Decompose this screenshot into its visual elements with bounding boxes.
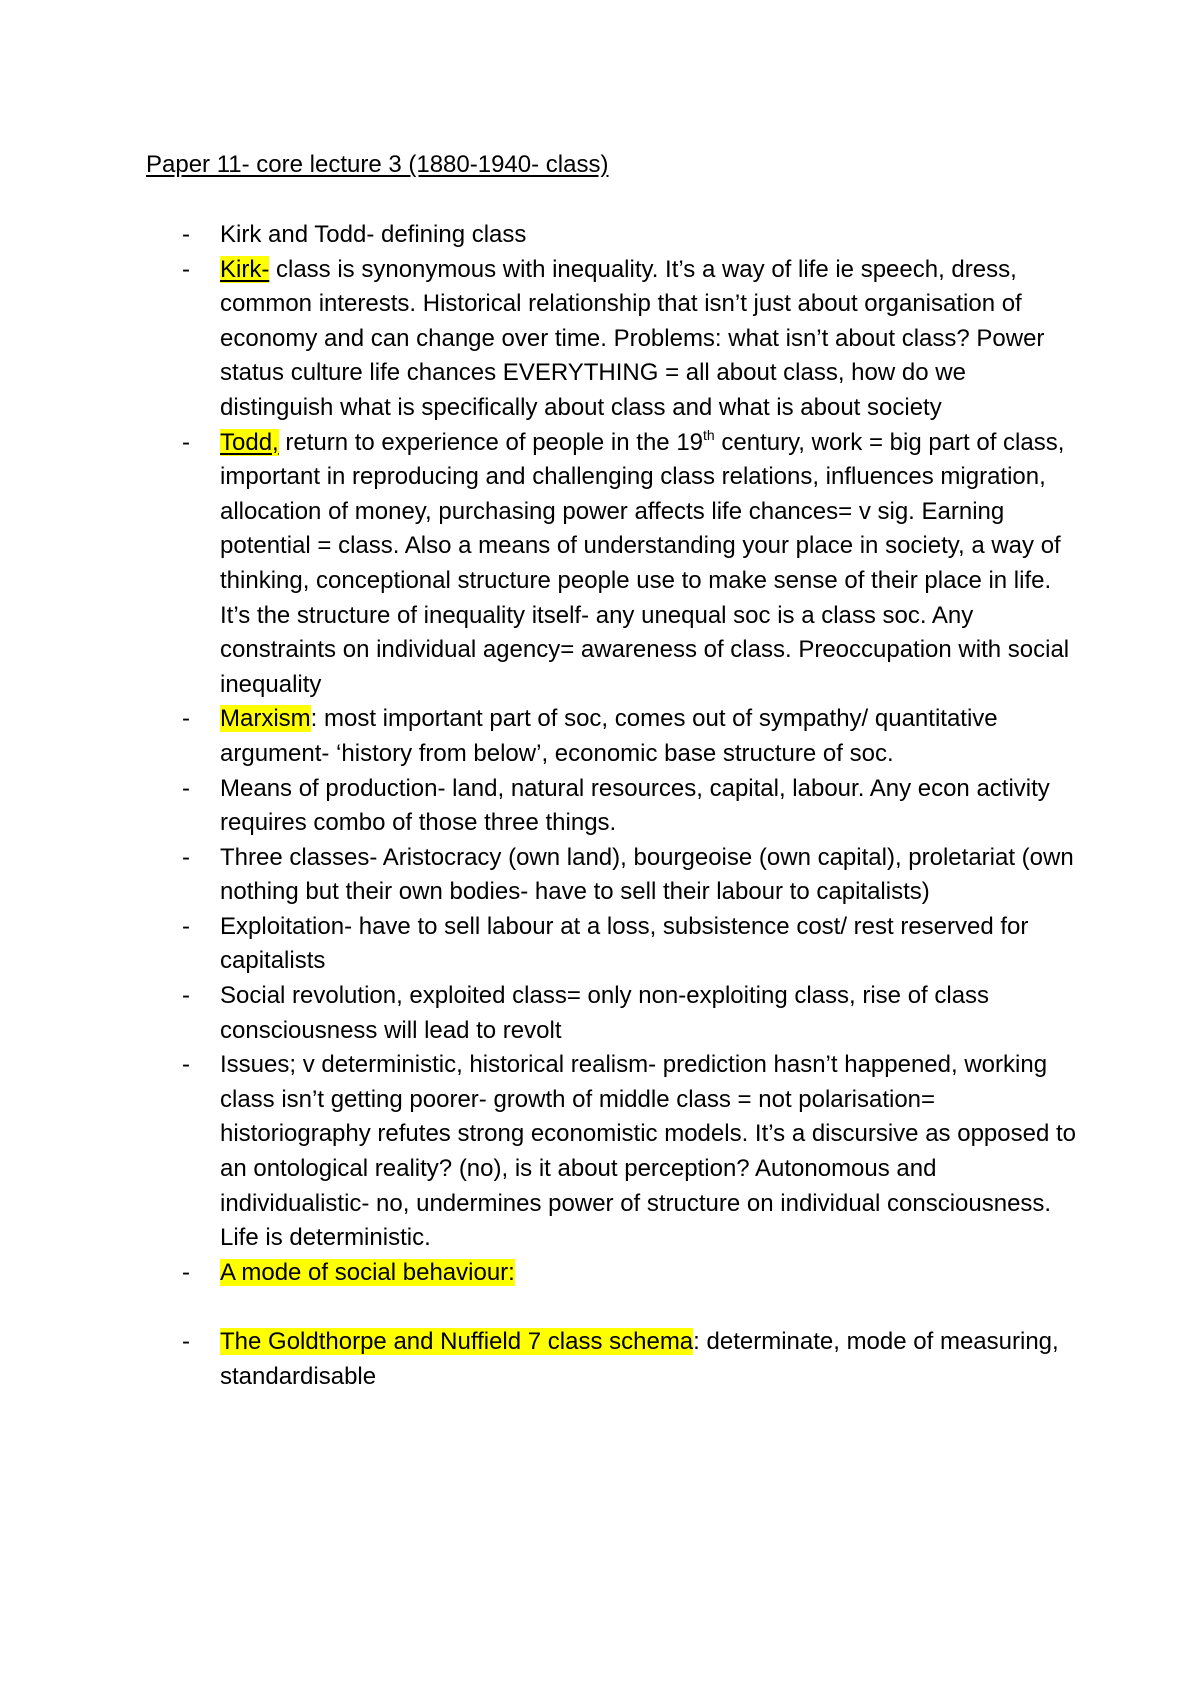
bullet-dash: - (182, 221, 190, 248)
bullet-goldthorpe-schema (146, 1325, 1076, 1394)
highlight-mode-of-social-behaviour: A mode of social behaviour: (220, 1258, 515, 1286)
bullet-text: Three classes- Aristocracy (own land), bourgeoise (own capital), proletariat (own nothing but their own bodies- have to sell their labour to capitalists) (220, 843, 1074, 906)
bullet-dash: - (182, 1258, 190, 1286)
bullet-dash: - (182, 1051, 190, 1079)
bullet-social-revolution (146, 979, 1076, 1048)
bullet-dash: - (182, 1328, 190, 1355)
bullet-means-of-production (146, 772, 1076, 841)
bullet-text: : most important part of soc, comes out of sympathy/ quantitative argument- ‘history from below’, economic base structure of soc. (220, 705, 998, 767)
bullet-text: Social revolution, exploited class= only non-exploiting class, rise of class consciousness will lead to revolt (220, 982, 990, 1044)
bullet-exploitation (146, 910, 1076, 979)
bullet-text: Kirk and Todd- defining class (220, 221, 527, 248)
bullet-todd (146, 426, 1076, 703)
highlight-goldthorpe-schema: The Goldthorpe and Nuffield 7 class schema (220, 1328, 694, 1355)
bullet-dash: - (182, 774, 190, 802)
bullet-mode-of-social-behaviour (146, 1256, 1076, 1291)
notes-bullet-list (146, 218, 1076, 1394)
bullet-three-classes (146, 841, 1076, 910)
document-title: Paper 11- core lecture 3 (1880-1940- class) (146, 151, 609, 178)
bullet-kirk (146, 253, 1076, 426)
bullet-dash: - (182, 982, 190, 1010)
bullet-text-continued: century, work = big part of class, important in reproducing and challenging class relations, influences migration, allocation of money, purchasing power affects life chances= v sig. Earning potential = class. Also a means of understanding your place in society, a way of thinking, conceptional structure people use to make sense of their place in life. It’s the structure of inequality itself- any unequal soc is a class soc. Any constraints on individual agency= awareness of class. Preoccupation with social inequality (220, 428, 1070, 698)
highlight-kirk: Kirk- (220, 255, 270, 283)
bullet-text: : determinate, mode of measuring, standardisable (220, 1328, 1059, 1390)
bullet-text: Means of production- land, natural resources, capital, labour. Any econ activity requires combo of those three things. (220, 774, 1050, 837)
bullet-issues (146, 1048, 1076, 1256)
bullet-marxism (146, 702, 1076, 771)
superscript-th: th (703, 426, 715, 443)
bullet-text: Issues; v deterministic, historical realism- prediction hasn’t happened, working class isn’t getting poorer- growth of middle class = not polarisation= historiography refutes strong economistic models. It’s a discursive as opposed to an ontological reality? (no), is it about perception? Autonomous and individualistic- no, undermines power of structure on individual consciousness. Life is deterministic. (220, 1051, 1076, 1252)
bullet-dash: - (182, 843, 190, 871)
bullet-dash: - (182, 912, 190, 940)
highlight-marxism: Marxism (220, 705, 311, 733)
bullet-dash: - (182, 705, 190, 733)
bullet-text: return to experience of people in the 19 (278, 428, 704, 456)
bullet-kirk-and-todd (146, 218, 1076, 253)
bullet-dash: - (182, 255, 190, 283)
bullet-text: Exploitation- have to sell labour at a loss, subsistence cost/ rest reserved for capitalists (220, 912, 1029, 975)
highlight-todd: Todd, (220, 428, 279, 456)
bullet-dash: - (182, 428, 190, 456)
bullet-text: class is synonymous with inequality. It’s a way of life ie speech, dress, common interests. Historical relationship that isn’t just about organisation of economy and can change over time. Problems: what isn’t about class? Power status culture life chances EVERYTHING = all about class, how do we distinguish what is specifically about class and what is about society (220, 255, 1045, 421)
